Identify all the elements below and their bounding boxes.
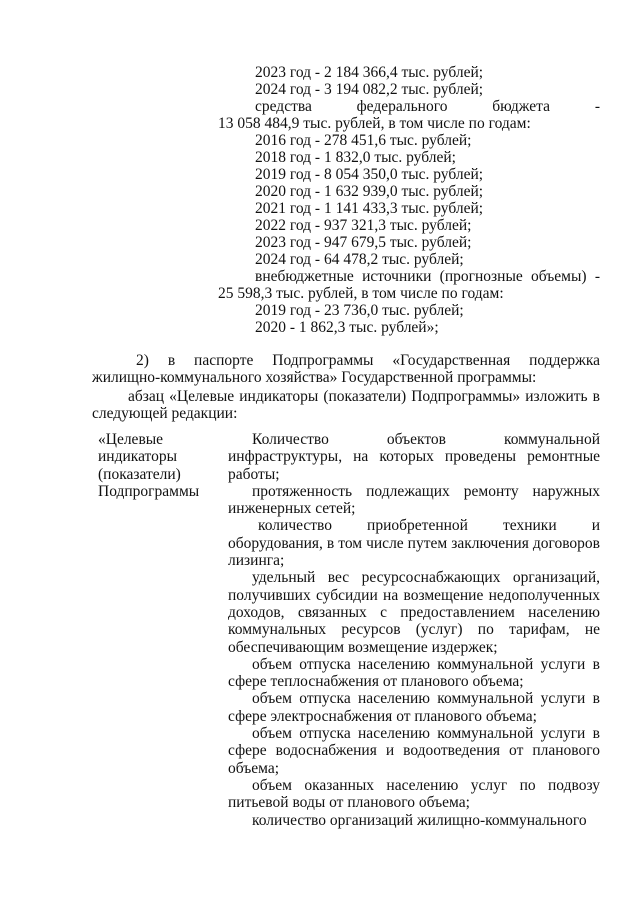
indicator-line: доходов, связанных с предоставлением населению	[228, 603, 600, 621]
label-line: «Целевые	[98, 431, 164, 448]
indicator-line: удельный вес ресурсоснабжающих организаций,	[252, 569, 600, 587]
budget-line: 2020 год - 1 632 939,0 тыс. рублей;	[255, 183, 484, 200]
indicator-line: количество приобретенной техники и	[258, 517, 600, 535]
budget-line: 2020 - 1 862,3 тыс. рублей»;	[255, 319, 439, 336]
indicators-label-cell	[98, 431, 218, 500]
budget-line: 2022 год - 937 321,3 тыс. рублей;	[255, 217, 472, 234]
budget-total-federal: 13 058 484,9 тыс. рублей, в том числе по годам:	[218, 115, 531, 132]
indicator-line: питьевой воды от планового объема;	[228, 794, 470, 812]
paragraph-line: 2) в паспорте Подпрограммы «Государственная поддержка	[136, 352, 600, 369]
indicator-line: инженерных сетей;	[228, 500, 356, 518]
indicator-line: сфере электроснабжения от планового объема;	[228, 707, 537, 725]
budget-line: 2023 год - 2 184 366,4 тыс. рублей;	[255, 64, 484, 81]
budget-line: 2023 год - 947 679,5 тыс. рублей;	[255, 234, 472, 251]
budget-line: 2018 год - 1 832,0 тыс. рублей;	[255, 149, 456, 166]
paragraph-2	[92, 352, 600, 386]
indicator-line: сфере водоснабжения и водоотведения от планового	[228, 742, 600, 760]
indicator-line: протяженность подлежащих ремонту наружных	[252, 482, 600, 500]
paragraph-line: жилищно-коммунального хозяйства» Государственной программы:	[92, 369, 537, 386]
indicator-line: получивших субсидии на возмещение недополученных	[228, 586, 600, 604]
indicator-line: объем отпуска населению коммунальной услуги в	[252, 725, 600, 743]
indicator-line: объем отпуска населению коммунальной услуги в	[252, 690, 600, 708]
label-line: Подпрограммы	[98, 482, 200, 500]
word: -	[594, 98, 600, 115]
indicator-line: коммунальных ресурсов (услуг) по тарифам, не	[228, 621, 600, 639]
indicator-line: лизинга;	[228, 552, 285, 570]
budget-line: 2024 год - 64 478,2 тыс. рублей;	[255, 251, 464, 268]
indicator-line: работы;	[228, 465, 280, 483]
budget-total-extrabudgetary: 25 598,3 тыс. рублей, в том числе по годам:	[218, 285, 504, 302]
word: средства	[255, 98, 312, 115]
label-line: (показатели)	[98, 465, 181, 483]
budget-heading-federal	[218, 98, 600, 115]
paragraph-line: абзац «Целевые индикаторы (показатели) Подпрограммы» изложить в	[128, 388, 600, 405]
indicator-line: объема;	[228, 759, 280, 777]
indicator-line: обеспечивающим возмещение издержек;	[228, 638, 498, 656]
word: бюджета	[492, 98, 551, 115]
indicator-line: объем отпуска населению коммунальной услуги в	[252, 655, 600, 673]
indicator-line: объем оказанных населению услуг по подвозу	[252, 776, 600, 794]
indicator-line: Количество объектов коммунальной	[252, 431, 600, 448]
budget-line: 2019 год - 8 054 350,0 тыс. рублей;	[255, 166, 484, 183]
label-line: индикаторы	[98, 448, 178, 466]
budget-line: 2016 год - 278 451,6 тыс. рублей;	[255, 132, 472, 149]
indicator-line: инфраструктуры, на которых проведены ремонтные	[228, 448, 600, 466]
budget-heading-extrabudgetary: внебюджетные источники (прогнозные объемы) -	[255, 268, 600, 285]
budget-line: 2019 год - 23 736,0 тыс. рублей;	[255, 302, 464, 319]
word: федерального	[356, 98, 448, 115]
budget-breakdown	[218, 64, 600, 336]
paragraph-3	[92, 388, 600, 422]
budget-line: 2024 год - 3 194 082,2 тыс. рублей;	[255, 81, 484, 98]
indicators-list-cell	[228, 431, 600, 829]
budget-line: 2021 год - 1 141 433,3 тыс. рублей;	[255, 200, 484, 217]
paragraph-line: следующей редакции:	[92, 405, 238, 422]
indicator-line: сфере теплоснабжения от планового объема;	[228, 673, 524, 691]
indicator-line: количество организаций жилищно-коммунального	[252, 811, 587, 829]
indicator-line: оборудования, в том числе путем заключения договоров	[228, 534, 600, 552]
